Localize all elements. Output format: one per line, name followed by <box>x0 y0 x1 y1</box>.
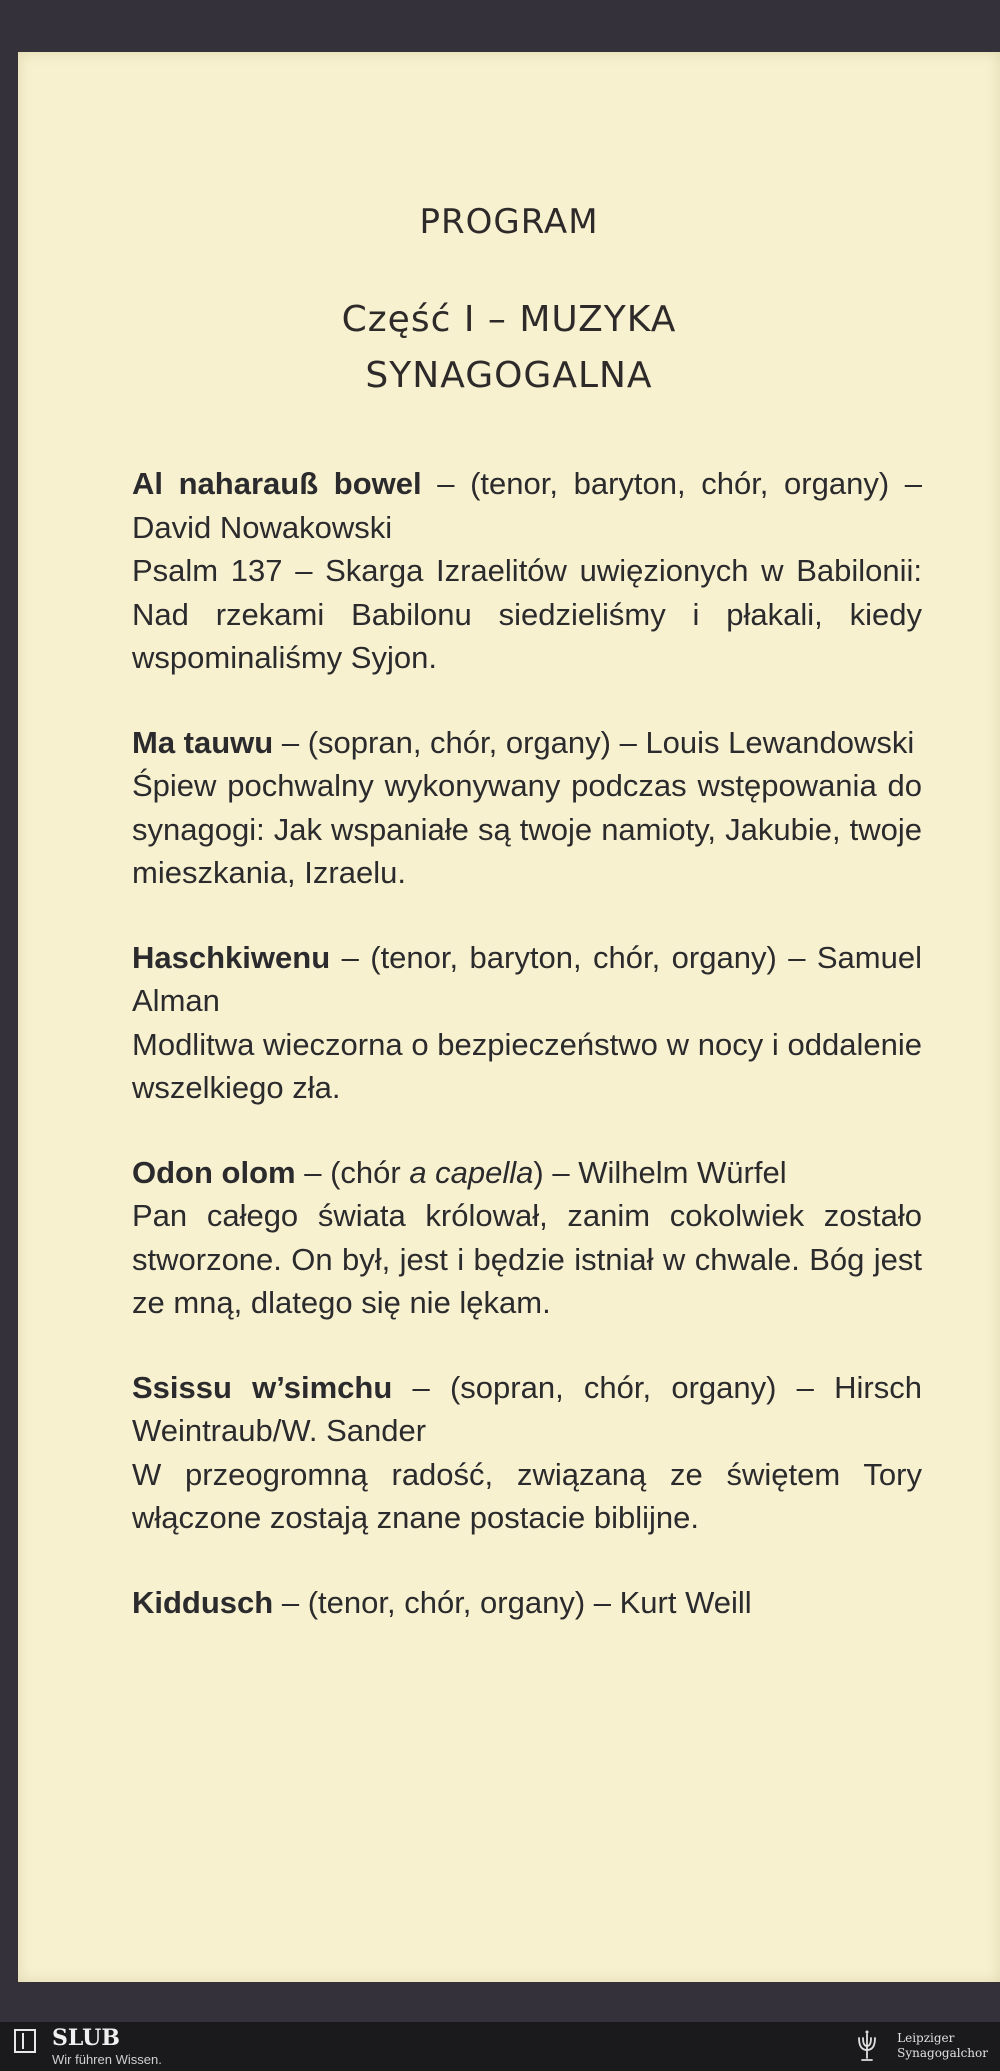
program-sheet <box>18 52 1000 1982</box>
piece-title: Ssissu w’simchu <box>132 1369 393 1405</box>
footer-bar <box>0 2022 1000 2071</box>
piece-credit: – (sopran, chór, organy) – Louis Lewandowski <box>281 724 915 760</box>
chor-name: Leipziger Synagogalchor <box>897 2031 988 2060</box>
part-heading-line2: SYNAGOGALNA <box>365 355 653 396</box>
program-entry <box>132 1151 922 1325</box>
piece-credit: – (sopran, chór, organy) – Hirsch Weintraub/W. Sander <box>132 1369 922 1448</box>
piece-credit: – (tenor, chór, organy) – Kurt Weill <box>281 1584 752 1620</box>
menorah-icon <box>854 2028 880 2064</box>
piece-title: Odon olom <box>132 1154 296 1190</box>
program-heading: PROGRAM <box>419 202 599 242</box>
slub-tagline: Wir führen Wissen. <box>52 2052 162 2067</box>
piece-title: Ma tauwu <box>132 724 274 760</box>
part-heading-line1: Część I – MUZYKA <box>341 299 677 340</box>
program-entry <box>132 1581 922 1625</box>
piece-description: W przeogromną radość, związaną ze świętem Tory włączone zostają znane postacie biblijne. <box>132 1456 922 1535</box>
slub-book-icon <box>14 2029 36 2053</box>
piece-description: Pan całego świata królował, zanim cokolwiek zostało stworzone. On był, jest i będzie istniał w chwale. Bóg jest ze mną, dlatego się nie lękam. <box>132 1198 922 1320</box>
piece-title: Kiddusch <box>132 1584 274 1620</box>
piece-description: Psalm 137 – Skarga Izraelitów uwięzionych w Babilonii: Nad rzekami Babilonu siedzieliśmy i płakali, kiedy wspominaliśmy Syjon. <box>132 553 922 675</box>
piece-credit: – (tenor, baryton, chór, organy) – David Nowakowski <box>132 466 922 545</box>
piece-title: Haschkiwenu <box>132 939 331 975</box>
part-heading <box>18 292 1000 404</box>
slub-name: SLUB <box>52 2025 120 2051</box>
piece-credit: – (tenor, baryton, chór, organy) – Samuel Alman <box>132 939 922 1018</box>
piece-title: Al naharauß bowel <box>132 466 422 501</box>
program-entries <box>132 462 922 1665</box>
program-entry <box>132 462 922 680</box>
piece-credit: – (chór a capella) – Wilhelm Würfel <box>304 1154 787 1190</box>
piece-description: Modlitwa wieczorna o bezpieczeństwo w nocy i oddalenie wszelkiego zła. <box>132 1026 922 1105</box>
program-entry <box>132 1366 922 1540</box>
program-entry <box>132 721 922 895</box>
piece-description: Śpiew pochwalny wykonywany podczas wstępowania do synagogi: Jak wspaniałe są twoje namioty, Jakubie, twoje mieszkania, Izraelu. <box>132 768 922 890</box>
program-entry <box>132 936 922 1110</box>
